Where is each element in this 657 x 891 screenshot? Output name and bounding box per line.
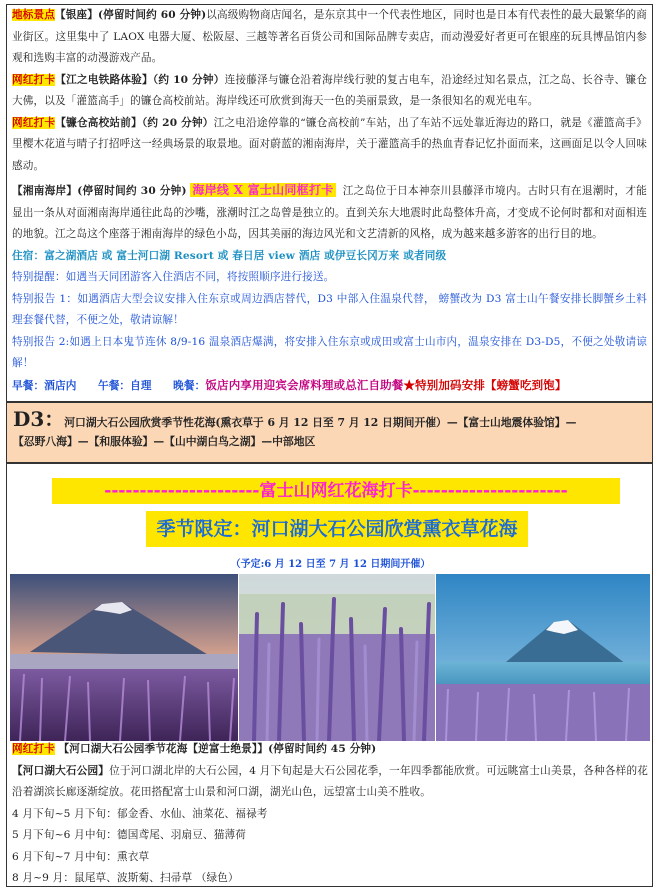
- flower-season-4: 8 月~9 月：鼠尾草、波斯菊、扫帚草 （绿色）: [12, 872, 239, 884]
- oishi-checkin-heading: 【河口湖大石公园季节花海【逆富士绝景】】(停留时间约 45 分钟): [58, 743, 377, 755]
- oishi-text: 位于河口湖北岸的大石公园，4 月下旬起是大石公园花季，一年四季都能欣赏。可远眺富士山美景，各种各样的花沿着湖滨长廊逐渐绽放。花田搭配富士山景和河口湖，湖光山色，远望富士山美不胜收。: [12, 764, 648, 798]
- meal-line: [12, 375, 647, 398]
- oishi-park-text: [12, 739, 648, 887]
- special-report-1: 特别报告 1：如遇酒店大型会议安排入住东京或周边酒店替代，D3 中部入住温泉代替， 螃蟹改为 D3 富士山午餐安排长脚蟹乡土料理套餐代替，不便之处，敬请谅解！: [12, 292, 647, 326]
- crab-highlight: ★特别加码安排【螃蟹吃到饱】: [403, 377, 567, 392]
- checkin-tag: 网红打卡: [12, 116, 56, 129]
- day3-route-2: 【忍野八海】—【和服体验】—【山中湖白鸟之湖】—中部地区: [13, 435, 316, 448]
- oishi-checkin-line: [12, 739, 648, 761]
- notice-line: 特别提醒：如遇当天同团游客入住酒店不同，将按照顺序进行接送。: [12, 271, 335, 283]
- lavender-closeup-photo: [239, 574, 435, 741]
- day3-route-1: 河口湖大石公园欣赏季节性花海(熏衣草于 6 月 12 日至 7 月 12 日期间开催）—【富士山地震体验馆】—: [64, 416, 577, 429]
- enoden-paragraph: [12, 70, 647, 113]
- fuji-flower-banner: ----------------------富士山网红花海打卡----------------------: [52, 478, 620, 504]
- flower-season-1: 4 月下旬~5 月下旬：郁金香、水仙、油菜花、福禄考: [12, 807, 268, 820]
- checkin-tag: 网红打卡: [12, 743, 55, 755]
- ginza-text: 以高级购物商店闻名，是东京其中一个代表性地区，同时也是日本有代表性的最大最繁华的商业街区。这里集中了 LAOX 电器大厦、松阪屋、三越等著名百货公司和国际品牌专卖店，而动漫爱好者更可在银座的玩具博品馆内参观和选购丰富的动漫游戏产品。: [12, 9, 647, 64]
- flower-season-3: 6 月下旬~7 月中旬：熏衣草: [12, 850, 150, 863]
- hotel-line: 住宿：富之湖酒店 或 富士河口湖 Resort 或 春日居 view 酒店 或伊豆长冈万来 或者同级: [12, 249, 447, 262]
- enoden-text: 连接藤泽与镰仓沿着海岸线行驶的复古电车，沿途经过知名景点，江之岛、长谷寺、镰仓大佛，以及「灌篮高手」的镰仓高校前站。海岸线还可欣赏到海天一色的美丽景致，是一条很知名的观光电车。: [12, 73, 647, 107]
- itinerary-day3-box: [6, 463, 653, 887]
- ginza-paragraph: [12, 5, 647, 70]
- lavender-banner: 季节限定：河口湖大石公园欣赏熏衣草花海: [146, 511, 528, 547]
- itinerary-day2-box: [6, 4, 653, 402]
- landmark-tag: 地标景点: [12, 9, 55, 21]
- shonan-heading: 【湘南海岸】(停留时间约 30 分钟): [12, 185, 187, 197]
- fuji-lavender-sunset-photo: [10, 574, 238, 741]
- schedule-note: （予定:6 月 12 日至 7 月 12 日期间开催）: [230, 559, 431, 570]
- oishi-heading: 【河口湖大石公园】: [12, 764, 110, 777]
- meal-label: 早餐：酒店内 午餐：自理 晚餐：: [12, 379, 206, 392]
- ginza-heading: 【银座】(停留时间约 60 分钟): [55, 9, 207, 21]
- shonan-text: 江之岛位于日本神奈川县藤泽市境内。古时只有在退潮时，才能显出一条从对面湘南海岸通往此岛的沙嘴，涨潮时江之岛曾是独立的。直到关东大地震时此岛整体升高，才变成不论何时都和对面相连的地貌。江之岛这个座落于湘南海岸的绿色小岛，因其美丽的海边风光和文艺清新的风格，成为越来越多游客的出行目的地。: [12, 185, 647, 240]
- photo-strip: [10, 574, 650, 741]
- kamakura-paragraph: [12, 113, 647, 178]
- oishi-paragraph: [12, 761, 648, 804]
- kamakura-heading: 【镰仓高校站前】（约 20 分钟）: [55, 116, 214, 129]
- shonan-paragraph: [12, 180, 647, 246]
- enoden-heading: 【江之电铁路体验】（约 10 分钟）: [55, 73, 225, 86]
- kamakura-text: 江之电沿途停靠的“镰仓高校前”车站，出了车站不远处靠近海边的路口，就是《灌篮高手》里樱木花道与晴子打招呼这一经典场景的取景地。面对蔚蓝的湘南海岸，关于灌篮高手的热血青春记忆扑面而来，这画面足以令人回味感动。: [12, 116, 648, 172]
- day3-header: [6, 402, 653, 463]
- day3-label: D3：: [13, 407, 65, 431]
- checkin-tag: 网红打卡: [12, 73, 56, 86]
- flower-season-2: 5 月下旬~6 月中旬：德国鸢尾、羽扇豆、猫薄荷: [12, 829, 246, 841]
- dinner-detail: 饭店内享用迎宾会席料理或总汇自助餐: [205, 377, 404, 392]
- fuji-coast-badge: 海岸线 X 富士山同框打卡: [192, 183, 334, 197]
- special-report-2: 特别报告 2:如遇上日本鬼节连休 8/9-16 温泉酒店爆满，将安排入住东京或成田或富士山市内，温泉安排在 D3-D5，不便之处敬请谅解！: [12, 335, 647, 369]
- fuji-lake-lavender-photo: [436, 574, 650, 741]
